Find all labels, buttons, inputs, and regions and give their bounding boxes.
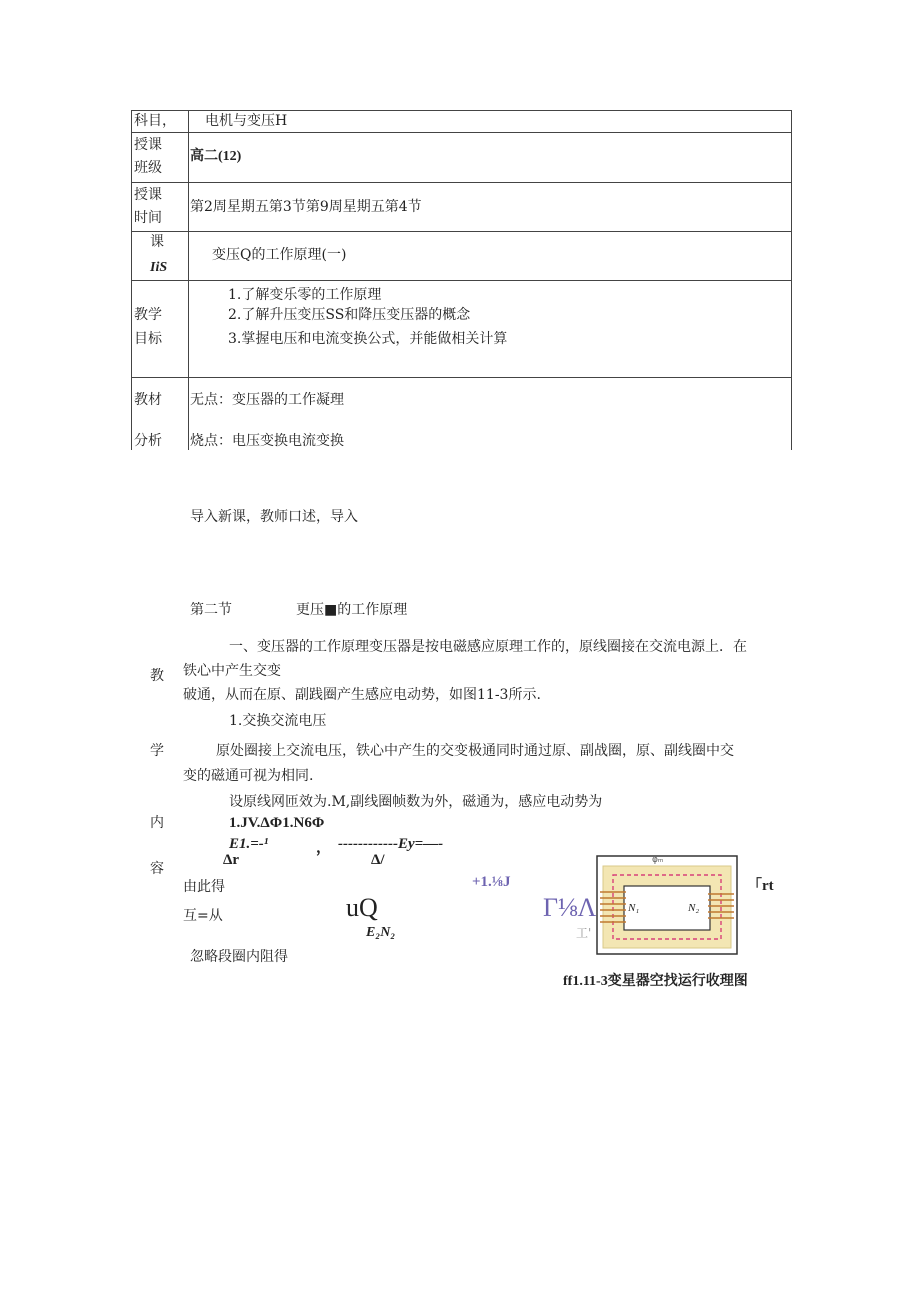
analysis-label-line2: 分析 <box>134 433 162 449</box>
difficult-point: 烧点：电压变换电流变换 <box>190 433 344 449</box>
para1-line3: 破通，从而在原、副践圈产生感应电动势，如图11-3所示. <box>183 687 541 703</box>
para2-line2: 变的磁通可视为相同. <box>183 768 314 784</box>
figure-caption: ff1.11-3变星器空找运行收理图 <box>563 974 748 989</box>
formula-1: 1.JV.ΔΦ1.N6Φ <box>229 815 325 831</box>
formula-4: +1.⅛J <box>472 874 511 890</box>
class-value: 高二(12) <box>190 149 242 164</box>
gamma-symbol: Γ⅛Λ <box>543 893 597 922</box>
table-rule <box>132 182 791 183</box>
section-number: 第二节 <box>190 602 232 618</box>
gong-symbol: 工' <box>576 926 592 940</box>
flux-label: φₘ <box>652 855 664 865</box>
side-char-xue: 学 <box>150 743 164 759</box>
formula-5: 「rt <box>747 878 774 894</box>
transformer-svg <box>596 848 739 956</box>
topic-label-line1: 课 <box>150 234 164 250</box>
table-rule <box>132 231 791 232</box>
goal-item-1: 1.了解变乐零的工作原理 <box>228 287 382 303</box>
lesson-info-table <box>131 110 792 450</box>
para3: 设原线网匝效为.M,副线圈帧数为外，磁通为，感应电动势为 <box>229 794 603 810</box>
subject-value: 电机与变压H <box>205 113 288 129</box>
formula-3b: Δ/ <box>371 852 385 868</box>
topic-value: 变压Q的工作原理(一) <box>212 247 347 263</box>
n1-label: N₁ <box>628 902 640 914</box>
hence-text: 由此得 <box>183 879 225 895</box>
key-point: 无点：变压器的工作凝理 <box>190 392 344 408</box>
subheading-voltage: 1.交换交流电压 <box>229 713 327 729</box>
formula-2c: ------------Ey=—- <box>338 836 444 852</box>
para2-line1: 原处圈接上交流电压，铁心中产生的交变极通同时通过原、副战圈，原、副线圈中交 <box>216 743 734 759</box>
side-char-rong: 容 <box>150 861 164 877</box>
para1-line2: 铁心中产生交变 <box>183 663 281 679</box>
table-rule <box>132 110 791 111</box>
e2n2-symbol: E₂N₂ <box>366 925 396 940</box>
formula-3a: Δr <box>223 852 240 868</box>
uq-symbol: uQ <box>346 893 378 922</box>
para1-line1: 一、变压器的工作原理变压器是按电磁感应原理工作的，原线圈接在交流电源上．在 <box>229 639 747 655</box>
table-rule <box>132 280 791 281</box>
topic-label-line2: IiS <box>150 260 168 275</box>
goal-label-line2: 目标 <box>134 331 162 347</box>
analysis-label-line1: 教材 <box>134 392 162 408</box>
table-rule <box>132 132 791 133</box>
side-char-jiao: 教 <box>150 668 164 684</box>
goal-item-3: 3.掌握电压和电流变换公式，并能做相关计算 <box>228 331 508 347</box>
time-label-line1: 授课 <box>134 187 162 203</box>
formula-2a: E1.=-¹ <box>229 836 269 852</box>
section-title: 更压■的工作原理 <box>296 602 408 618</box>
table-column-divider <box>188 110 189 450</box>
transformer-diagram <box>596 848 739 956</box>
goal-item-2: 2.了解升压变压SS和降压变压器的概念 <box>228 307 471 323</box>
class-label-line1: 授课 <box>134 137 162 153</box>
subject-label: 科目， <box>134 113 176 129</box>
intro-text: 导入新课，教师口述，导入 <box>190 509 358 525</box>
ignore-text: 忽略段圈内阻得 <box>190 949 288 965</box>
n2-label: N₂ <box>688 902 700 914</box>
side-char-nei: 内 <box>150 815 164 831</box>
time-label-line2: 时间 <box>134 210 162 226</box>
mutual-text: 互=从 <box>183 908 223 924</box>
goal-label-line1: 教学 <box>134 307 162 323</box>
table-rule <box>132 377 791 378</box>
formula-2b: ， <box>316 840 332 856</box>
class-label-line2: 班级 <box>134 160 162 176</box>
time-value: 第2周星期五第3节第9周星期五第4节 <box>190 199 422 215</box>
